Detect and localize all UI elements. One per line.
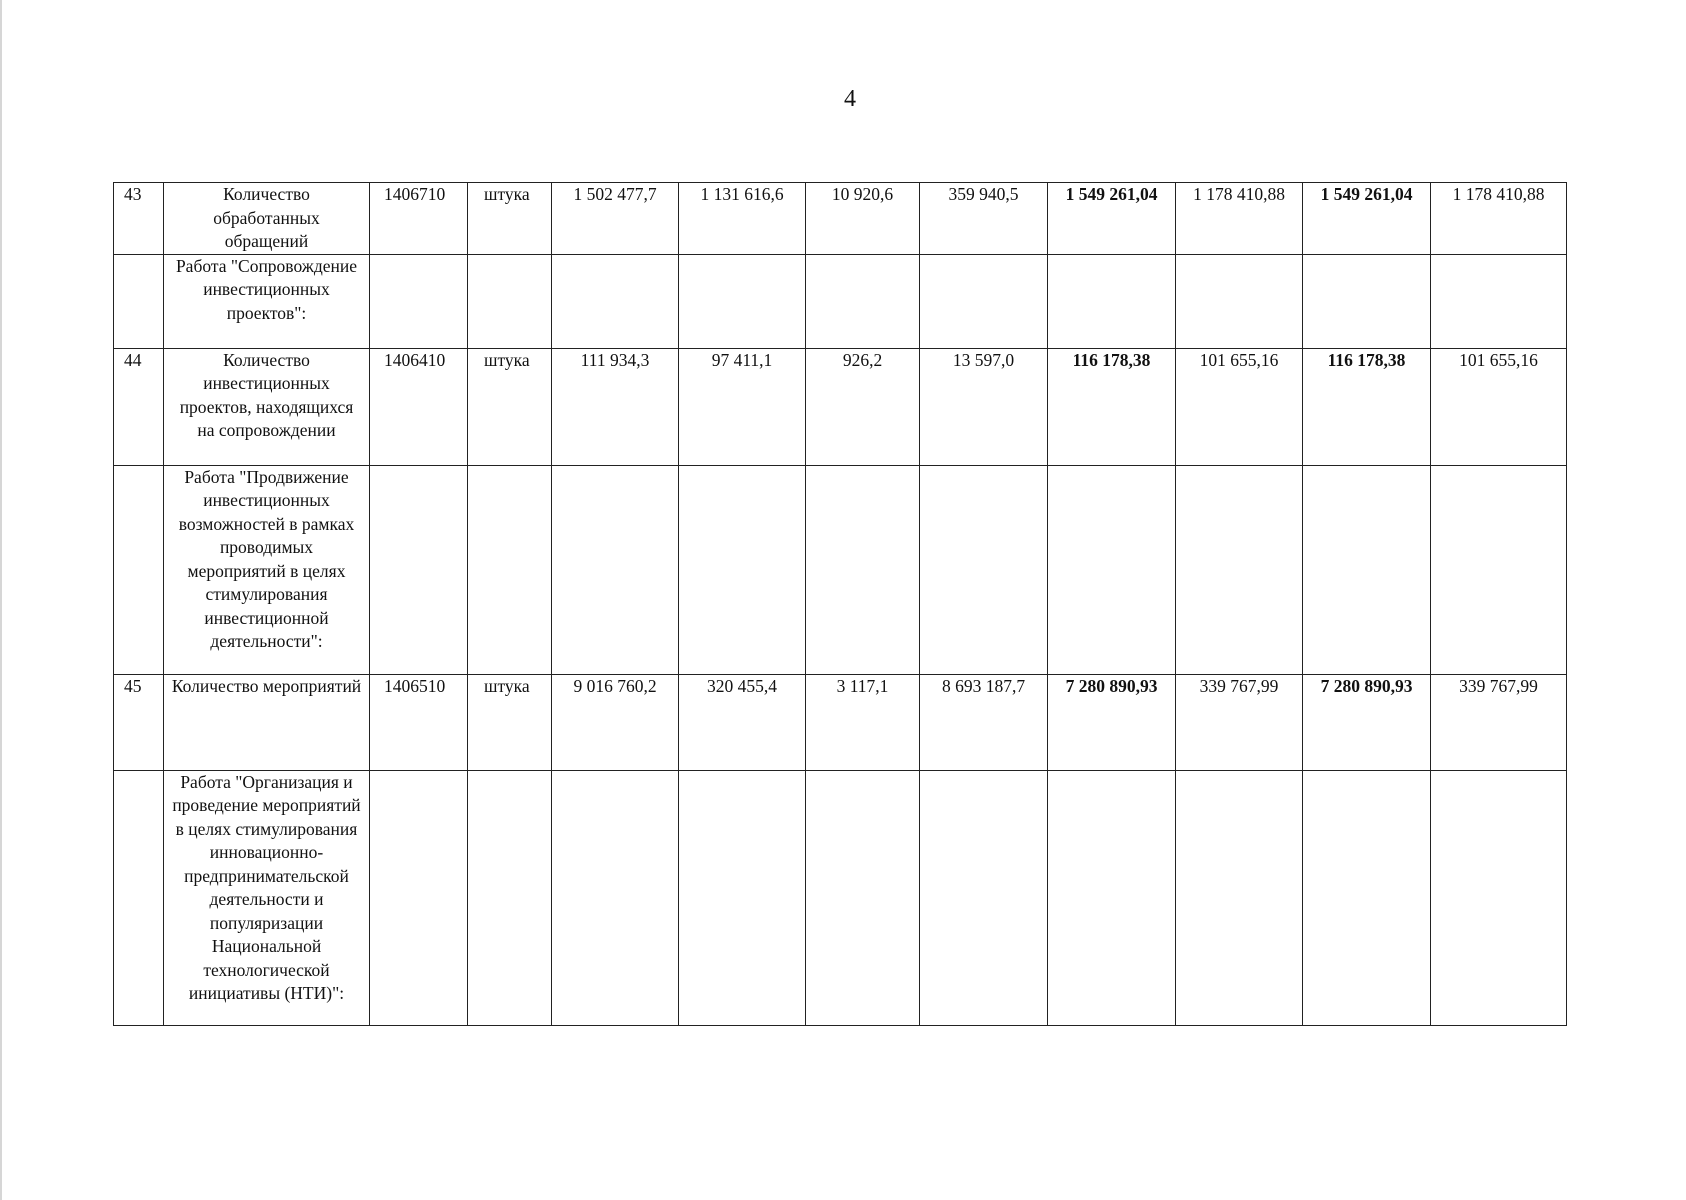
cell-value: 101 655,16 — [1176, 348, 1303, 465]
cell-value: 13 597,0 — [920, 348, 1048, 465]
row-name: Количество обработанных обращений — [164, 183, 370, 255]
cell-value-bold: 116 178,38 — [1303, 348, 1431, 465]
row-code: 1406410 — [370, 348, 468, 465]
cell-value-bold: 1 549 261,04 — [1048, 183, 1176, 255]
cell-value-bold: 7 280 890,93 — [1303, 674, 1431, 770]
cell-value: 101 655,16 — [1431, 348, 1567, 465]
section-row — [114, 254, 1567, 348]
cell-value-bold: 1 549 261,04 — [1303, 183, 1431, 255]
row-number: 45 — [114, 674, 164, 770]
row-number: 43 — [114, 183, 164, 255]
cell-value-bold: 7 280 890,93 — [1048, 674, 1176, 770]
section-title: Работа "Продвижение инвестиционных возможностей в рамках проводимых мероприятий в целях стимулирования инвестиционной деятельности": — [164, 465, 370, 674]
cell-value: 3 117,1 — [806, 674, 920, 770]
row-code: 1406510 — [370, 674, 468, 770]
cell-value: 359 940,5 — [920, 183, 1048, 255]
cell-value: 97 411,1 — [679, 348, 806, 465]
table-row — [114, 348, 1567, 465]
row-code: 1406710 — [370, 183, 468, 255]
section-title: Работа "Организация и проведение мероприятий в целях стимулирования инновационно-предпринимательской деятельности и популяризации Национальной технологической инициативы (НТИ)": — [164, 770, 370, 1025]
row-unit: штука — [468, 348, 552, 465]
row-name: Количество мероприятий — [164, 674, 370, 770]
cell-value: 339 767,99 — [1431, 674, 1567, 770]
cell-value: 111 934,3 — [552, 348, 679, 465]
section-title: Работа "Сопровождение инвестиционных проектов": — [164, 254, 370, 348]
cell-value: 1 178 410,88 — [1176, 183, 1303, 255]
cell-value: 1 502 477,7 — [552, 183, 679, 255]
scan-edge — [0, 0, 2, 1200]
row-number: 44 — [114, 348, 164, 465]
section-row — [114, 465, 1567, 674]
cell-value: 926,2 — [806, 348, 920, 465]
cell-value: 9 016 760,2 — [552, 674, 679, 770]
cell-value-bold: 116 178,38 — [1048, 348, 1176, 465]
row-unit: штука — [468, 674, 552, 770]
cell-value: 1 178 410,88 — [1431, 183, 1567, 255]
row-name: Количество инвестиционных проектов, находящихся на сопровождении — [164, 348, 370, 465]
cell-value: 10 920,6 — [806, 183, 920, 255]
data-table — [113, 182, 1567, 1026]
cell-value: 320 455,4 — [679, 674, 806, 770]
cell-value: 339 767,99 — [1176, 674, 1303, 770]
cell-value: 1 131 616,6 — [679, 183, 806, 255]
cell-value: 8 693 187,7 — [920, 674, 1048, 770]
page-number: 4 — [844, 86, 856, 112]
table-row — [114, 674, 1567, 770]
section-row — [114, 770, 1567, 1025]
row-unit: штука — [468, 183, 552, 255]
table-row — [114, 183, 1567, 255]
